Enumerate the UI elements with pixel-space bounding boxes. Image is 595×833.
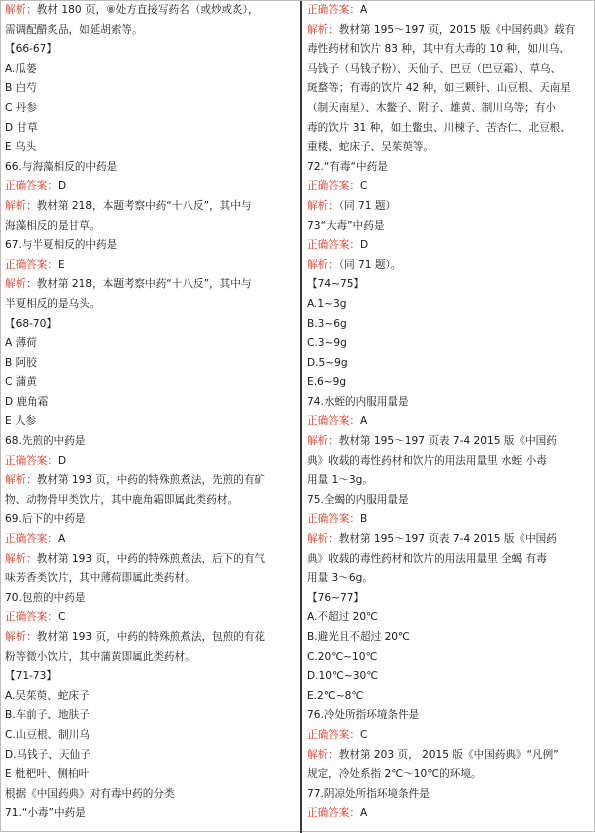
line-text: B.避光且不超过 20℃ [307, 631, 410, 643]
line-label: 正确答案： [5, 180, 58, 193]
line-text: C.3~9g [307, 337, 347, 350]
line-text: E [57, 258, 65, 271]
line-label: 解析： [307, 23, 339, 36]
text-line [303, 393, 594, 413]
line-label: 解析： [307, 258, 339, 271]
line-text: 74.水蛭的内服用量是 [307, 395, 409, 408]
text-line [303, 687, 594, 707]
text-line [1, 217, 299, 237]
line-label: 正确答案： [5, 611, 58, 624]
text-line [303, 648, 594, 668]
text-line [1, 491, 299, 511]
text-line [303, 628, 594, 648]
line-text: E 乌头 [5, 141, 37, 154]
line-text: 需调配醋炙品，如延胡索等。 [5, 23, 143, 36]
text-line [1, 667, 299, 687]
line-label: 正确答案： [307, 728, 360, 741]
text-line [1, 119, 299, 139]
line-text: C [359, 728, 368, 741]
text-line [1, 550, 299, 570]
text-line [1, 412, 299, 432]
text-line [1, 21, 299, 41]
text-line [1, 138, 299, 158]
line-label: 解析： [5, 552, 37, 565]
line-text: B.3~6g [307, 317, 347, 330]
line-text: A.瓜蒌 [5, 62, 37, 75]
text-line [1, 295, 299, 315]
line-text: A.不超过 20℃ [307, 611, 378, 624]
text-line [1, 589, 299, 609]
line-text: （制天南星）、木鳖子、附子、雄黄、制川乌等；有小 [307, 101, 556, 114]
text-line [303, 138, 594, 158]
text-line [303, 706, 594, 726]
line-text: B 阿胶 [5, 356, 37, 369]
line-text: D [359, 239, 369, 252]
text-line [1, 315, 299, 335]
text-line [1, 569, 299, 589]
text-line [1, 471, 299, 491]
line-text: 规定，冷处系指 2℃～10℃的环境。 [307, 768, 482, 781]
right-column [303, 1, 594, 824]
line-text: A [359, 415, 368, 428]
text-line [303, 608, 594, 628]
line-text: 教材第 218，本题考察中药“十八反”，其中与 [36, 278, 252, 291]
text-line [303, 256, 594, 276]
line-text: A [359, 4, 368, 16]
line-text: C.山豆根、制川乌 [5, 728, 90, 741]
line-label: 解析： [307, 435, 339, 448]
line-text: 67.与半夏相反的中药是 [5, 239, 118, 252]
line-label: 正确答案： [5, 533, 58, 546]
text-line [303, 334, 594, 354]
text-line [1, 432, 299, 452]
line-label: 正确答案： [307, 415, 360, 428]
line-label: 正确答案： [307, 807, 360, 820]
line-text: D.10℃~30℃ [307, 670, 379, 683]
text-line [1, 60, 299, 80]
text-line [1, 354, 299, 374]
line-label: 正确答案： [5, 454, 58, 467]
line-text: 半夏相反的是乌头。 [5, 297, 101, 310]
text-line [1, 1, 299, 21]
text-line [1, 275, 299, 295]
text-line [1, 452, 299, 472]
line-text: E.2℃~8℃ [307, 689, 364, 702]
line-label: 解析： [5, 631, 37, 643]
text-line [303, 373, 594, 393]
line-text: 味芳香类饮片，其中薄荷即属此类药材。 [5, 572, 196, 585]
text-line [303, 667, 594, 687]
text-line [303, 1, 594, 21]
line-text: 72.“有毒“中药是 [307, 160, 388, 173]
line-text: 【76~77】 [307, 591, 365, 604]
line-text: 73“大毒”中药是 [307, 219, 385, 232]
line-text: D.马钱子、天仙子 [5, 748, 91, 761]
text-line [303, 40, 594, 60]
text-line [1, 530, 299, 550]
text-line [303, 804, 594, 824]
line-text: 重楼、蛇床子、吴茱萸等。 [307, 141, 435, 154]
line-text: 毒的饮片 31 种，如土鳖虫、川楝子、苦杏仁、北豆根、 [307, 121, 571, 134]
line-text: 76.冷处所指环境条件是 [307, 709, 420, 722]
text-line [303, 79, 594, 99]
line-text: 物、动物骨甲类饮片，其中鹿角霜即属此类药材。 [5, 493, 239, 506]
text-line [303, 197, 594, 217]
line-text: C 蒲黄 [5, 376, 37, 389]
line-label: 正确答案： [5, 258, 58, 271]
line-text: 【66-67】 [5, 43, 57, 56]
line-text: B [359, 513, 368, 526]
line-text: 用量 1～3g。 [307, 474, 373, 487]
line-text: 教材第 195～197 页表 7-4 2015 版《中国药 [338, 533, 557, 546]
line-text: B.车前子、地肤子 [5, 709, 90, 722]
line-text: A 薄荷 [5, 337, 37, 350]
line-text: 典》收载的毒性药材和饮片的用法用量里 全蝎 有毒 [307, 552, 547, 565]
text-line [303, 158, 594, 178]
line-text: 70.包煎的中药是 [5, 591, 86, 604]
text-line [1, 373, 299, 393]
text-line [1, 628, 299, 648]
text-line [1, 393, 299, 413]
text-line [1, 236, 299, 256]
text-line [303, 177, 594, 197]
text-line [1, 510, 299, 530]
text-line [303, 315, 594, 335]
text-line [303, 785, 594, 805]
text-line [303, 452, 594, 472]
line-text: 教材第 193 页，中药的特殊煎煮法，先煎的有矿 [36, 474, 266, 487]
text-line [1, 706, 299, 726]
line-text: 68.先煎的中药是 [5, 435, 86, 448]
line-text: 教材第 195～197 页表 7-4 2015 版《中国药 [338, 435, 557, 448]
column-divider [300, 1, 302, 833]
text-line [1, 804, 299, 824]
line-text: 典》收载的毒性药材和饮片的用法用量里 水蛭 小毒 [307, 454, 547, 467]
line-text: 根据《中国药典》对有毒中药的分类 [5, 787, 175, 800]
text-line [303, 217, 594, 237]
text-line [1, 726, 299, 746]
line-label: 解析： [307, 199, 339, 212]
text-line [1, 687, 299, 707]
text-line [303, 412, 594, 432]
line-text: 71.“小毒”中药是 [5, 807, 86, 820]
line-text: D [57, 180, 67, 193]
line-text: A.吴茱萸、蛇床子 [5, 689, 90, 702]
text-line [1, 648, 299, 668]
line-label: 正确答案： [307, 4, 360, 16]
line-label: 正确答案： [307, 180, 360, 193]
text-line [1, 158, 299, 178]
line-text: D 鹿角霜 [5, 395, 49, 408]
line-label: 解析： [307, 748, 339, 761]
line-text: 马钱子（马钱子粉）、天仙子、巴豆（巴豆霜）、草乌、 [307, 62, 562, 75]
text-line [303, 119, 594, 139]
text-line [303, 275, 594, 295]
line-text: 75.全蝎的内服用量是 [307, 493, 409, 506]
line-text: 斑蝥等；有毒的饮片 42 种，如三颗针、山豆根、天南星 [307, 82, 571, 95]
text-line [1, 99, 299, 119]
text-line [303, 295, 594, 315]
text-line [303, 471, 594, 491]
line-text: （同 71 题） [338, 199, 397, 212]
text-line [303, 236, 594, 256]
line-text: 教材第 218，本题考察中药“十八反”，其中与 [36, 199, 252, 212]
line-text: 海藻相反的是甘草。 [5, 219, 101, 232]
line-text: 教材 180 页，⑧处方直接写药名（或炒或炙）， [36, 4, 259, 16]
text-line [1, 785, 299, 805]
text-line [1, 765, 299, 785]
text-line [1, 608, 299, 628]
text-line [303, 746, 594, 766]
text-line [303, 491, 594, 511]
text-line [303, 99, 594, 119]
text-line [303, 21, 594, 41]
text-line [303, 765, 594, 785]
line-text: 77.阴凉处所指环境条件是 [307, 787, 430, 800]
text-line [1, 746, 299, 766]
text-line [303, 589, 594, 609]
text-line [303, 432, 594, 452]
line-text: 毒性药材和饮片 83 种，其中有大毒的 10 种，如川乌、 [307, 43, 570, 56]
line-text: C [359, 180, 368, 193]
line-text: D.5~9g [307, 356, 348, 369]
line-text: 教材第 195～197 页，2015 版《中国药典》载有 [338, 23, 576, 36]
text-line [303, 354, 594, 374]
text-line [1, 256, 299, 276]
line-label: 解析： [5, 278, 37, 291]
line-text: D [57, 454, 67, 467]
line-text: 教材第 193 页，中药的特殊煎煮法，后下的有气 [36, 552, 266, 565]
line-text: C.20℃~10℃ [307, 650, 378, 663]
line-text: 【74~75】 [307, 278, 365, 291]
text-line [303, 510, 594, 530]
line-text: A.1~3g [307, 297, 347, 310]
line-text: 教材第 203 页， 2015 版《中国药典》“凡例” [338, 748, 559, 761]
line-text: E 人参 [5, 415, 37, 428]
line-text: （同 71 题）。 [338, 258, 402, 271]
line-text: E.6~9g [307, 376, 347, 389]
line-label: 解析： [5, 199, 37, 212]
line-text: 粉等微小饮片，其中蒲黄即属此类药材。 [5, 650, 196, 663]
text-line [303, 550, 594, 570]
line-text: A [359, 807, 368, 820]
line-text: D 甘草 [5, 121, 38, 134]
text-line [1, 334, 299, 354]
line-text: 用量 3～6g。 [307, 572, 373, 585]
line-label: 正确答案： [307, 513, 360, 526]
line-text: C [57, 611, 66, 624]
line-text: 69.后下的中药是 [5, 513, 86, 526]
line-text: 【68-70】 [5, 317, 57, 330]
text-line [303, 569, 594, 589]
line-text: 【71-73】 [5, 670, 57, 683]
text-line [1, 177, 299, 197]
text-line [303, 726, 594, 746]
line-label: 解析： [5, 4, 37, 16]
text-line [303, 530, 594, 550]
line-label: 正确答案： [307, 239, 360, 252]
line-text: C 丹参 [5, 101, 37, 114]
line-text: 66.与海藻相反的中药是 [5, 160, 118, 173]
line-text: A [57, 533, 66, 546]
text-line [1, 197, 299, 217]
line-text: E 枇杷叶、侧柏叶 [5, 768, 90, 781]
line-text: 教材第 193 页，中药的特殊煎煮法，包煎的有花 [36, 631, 266, 643]
line-text: B 白芍 [5, 82, 37, 95]
line-label: 解析： [5, 474, 37, 487]
line-label: 解析： [307, 533, 339, 546]
left-column [1, 1, 299, 824]
text-line [303, 60, 594, 80]
text-line [1, 79, 299, 99]
text-line [1, 40, 299, 60]
